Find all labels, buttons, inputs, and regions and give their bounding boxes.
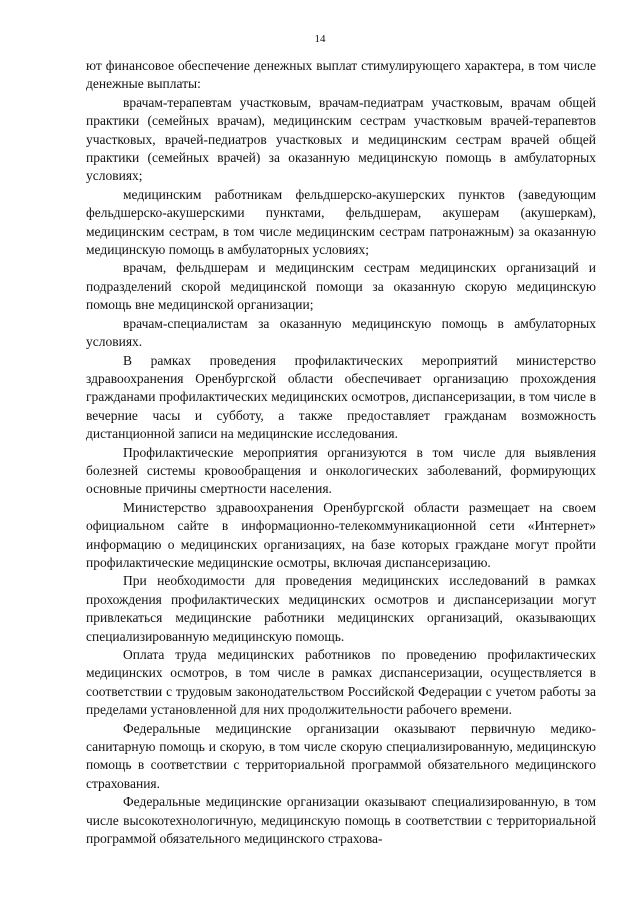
paragraph: Федеральные медицинские организации оказывают специализированную, в том числе высокотехнологичную, медицинскую помощь в соответствии с территориальной программой обязательного медицинского страхова- — [86, 794, 596, 847]
page-number: 14 — [314, 33, 326, 45]
paragraph: В рамках проведения профилактических мероприятий министерство здравоохранения Оренбургской области обеспечивает организацию прохождения гражданами профилактических медицинских осмотров, диспансеризации, в том числе в вечерние часы и субботу, а также предоставляет гражданам возможность дистанционной записи на медицинские исследования. — [86, 352, 596, 442]
paragraph: Федеральные медицинские организации оказывают первичную медико-санитарную помощь и скорую, в том числе скорую специализированную, медицинскую помощь в соответствии с территориальной программой обязательного медицинского страхования. — [86, 720, 596, 791]
paragraph: медицинским работникам фельдшерско-акушерских пунктов (заведующим фельдшерско-акушерскими пунктами, фельдшерам, акушерам (акушеркам), медицинским сестрам, в том числе медицинским сестрам патронажным) за оказанную медицинскую помощь в амбулаторных условиях; — [86, 186, 596, 258]
paragraph: Оплата труда медицинских работников по проведению профилактических медицинских осмотров, в том числе в рамках диспансеризации, осуществляется в соответствии с трудовым законодательством Российской Федерации с учетом работы за пределами установленной для них продолжительности рабочего времени. — [86, 647, 596, 718]
document-body — [86, 57, 596, 848]
paragraph: врачам, фельдшерам и медицинским сестрам медицинских организаций и подразделений скорой медицинской помощи за оказанную скорую медицинскую помощь вне медицинской организации; — [86, 260, 596, 313]
paragraph: Профилактические мероприятия организуются в том числе для выявления болезней системы кровообращения и онкологических заболеваний, формирующих основные причины смертности населения. — [86, 444, 596, 497]
paragraph: При необходимости для проведения медицинских исследований в рамках прохождения профилактических медицинских осмотров и диспансеризации могут привлекаться медицинские работники медицинских организаций, оказывающих специализированную медицинскую помощь. — [86, 573, 596, 644]
paragraph: врачам-терапевтам участковым, врачам-педиатрам участковым, врачам общей практики (семейных врачам), медицинским сестрам участковым врачей-терапевтов участковых, врачей-педиатров участковых и медицинским сестрам врачей общей практики (семейных врачей) за оказанную медицинскую помощь в амбулаторных условиях; — [86, 94, 596, 184]
paragraph: врачам-специалистам за оказанную медицинскую помощь в амбулаторных условиях. — [86, 315, 596, 350]
paragraph: ют финансовое обеспечение денежных выплат стимулирующего характера, в том числе денежные выплаты: — [86, 58, 596, 92]
paragraph: Министерство здравоохранения Оренбургской области размещает на своем официальном сайте в информационно-телекоммуникационной сети «Интернет» информацию о медицинских организациях, на базе которых граждане могут пройти профилактические медицинские осмотры, включая диспансеризацию. — [86, 499, 596, 570]
